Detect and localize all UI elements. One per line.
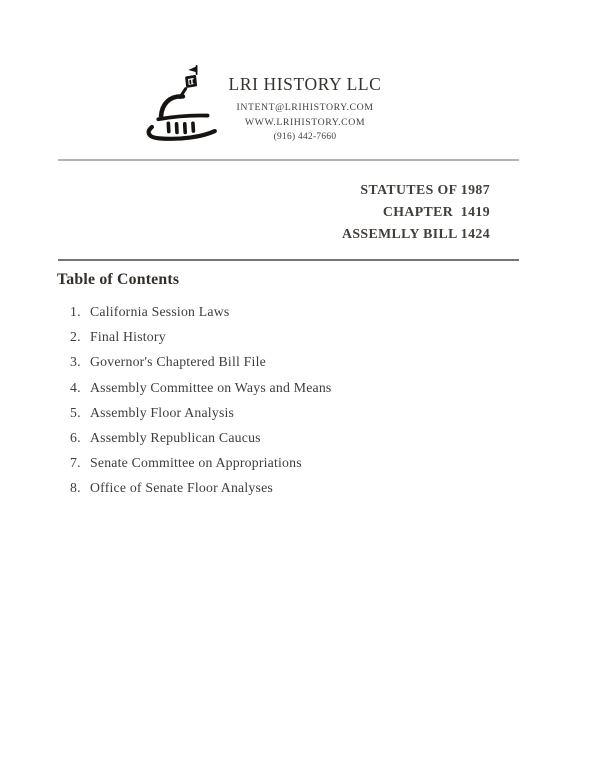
toc-item-number: 1.	[70, 304, 81, 319]
chapter-line: CHAPTER 1419	[382, 204, 490, 219]
assembly-bill-line: ASSEMLLY BILL 1424	[341, 226, 490, 241]
toc-item-number: 2.	[70, 329, 81, 345]
toc-item-label: Office of Senate Floor Analyses	[90, 480, 273, 496]
statutes-line: STATUTES OF 1987	[360, 182, 490, 197]
toc-item-label: Final History	[90, 329, 166, 345]
toc-item-number: 4.	[70, 379, 81, 395]
letterhead	[190, 74, 420, 145]
reference-divider	[58, 259, 519, 261]
toc-item-label: Assembly Committee on Ways and Means	[90, 379, 332, 395]
toc-item-label: Governor's Chaptered Bill File	[90, 354, 266, 370]
toc-item	[70, 349, 490, 374]
toc-item-number: 6.	[70, 430, 81, 446]
toc-item-label: Senate Committee on Appropriations	[90, 455, 302, 471]
toc-item-number: 8.	[70, 480, 81, 496]
toc-item	[70, 425, 490, 450]
bill-reference-block	[342, 179, 490, 245]
company-name: LRI HISTORY LLC	[228, 74, 382, 94]
toc-item	[70, 400, 490, 425]
toc-item-number: 5.	[70, 404, 81, 420]
email-text: INTENT@LRIHISTORY.COM	[236, 102, 374, 113]
toc-item	[70, 299, 490, 324]
toc-item-label: California Session Laws	[90, 304, 230, 319]
toc-item-number: 3.	[70, 354, 81, 370]
toc-item-label: Assembly Floor Analysis	[90, 404, 235, 420]
toc-item	[70, 375, 490, 400]
phone-text: (916) 442-7660	[273, 132, 337, 143]
toc-item-label: Assembly Republican Caucus	[90, 430, 261, 446]
toc-title: Table of Contents	[57, 271, 180, 288]
toc-item-number: 7.	[70, 455, 81, 471]
toc-item	[70, 475, 490, 500]
header-divider	[58, 159, 519, 161]
toc-list	[70, 299, 490, 501]
toc-item	[70, 450, 490, 475]
toc-item	[70, 324, 490, 349]
website-text: WWW.LRIHISTORY.COM	[244, 116, 366, 128]
